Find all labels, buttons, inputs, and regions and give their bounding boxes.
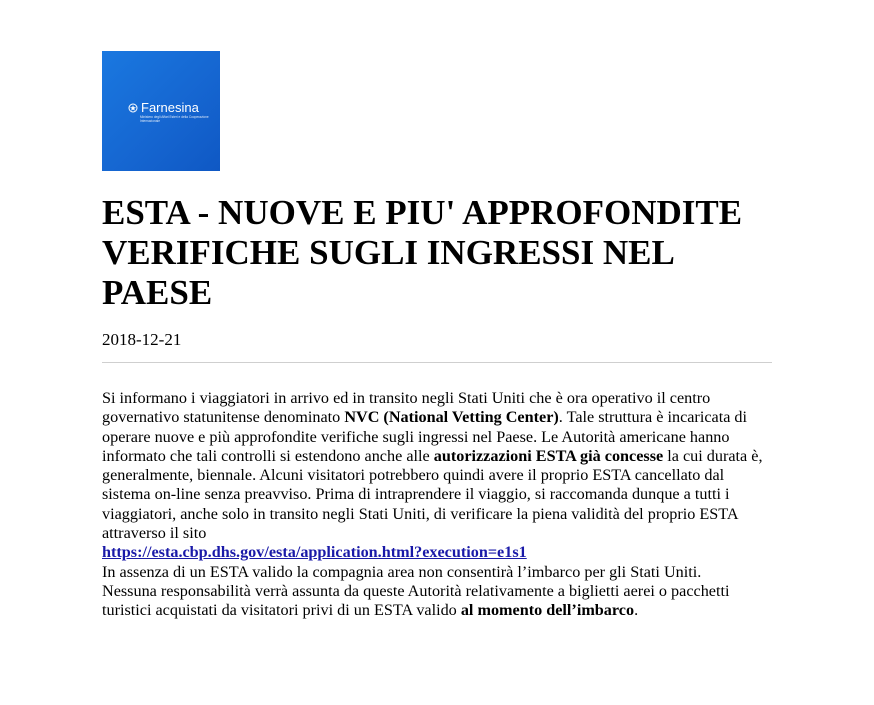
bold-esta-authorizations: autorizzazioni ESTA già concesse: [433, 446, 664, 465]
text-segment: la cui durata è, generalmente, biennale. Alcuni visitatori potrebbero quindi avere il proprio ESTA cancellato dal sistema on-line senza preavviso. Prima di intraprendere il viaggio, si raccomanda dunque a tutti i viaggiatori, anche solo in transito negli Stati Uniti, di verificare la piena validità del proprio ESTA attraverso il sito: [102, 446, 763, 543]
esta-link[interactable]: https://esta.cbp.dhs.gov/esta/application.html?execution=e1s1: [102, 543, 527, 562]
paragraph-responsibility: [102, 582, 774, 621]
farnesina-logo: [102, 51, 220, 171]
divider: [102, 362, 772, 363]
paragraph-boarding: In assenza di un ESTA valido la compagnia area non consentirà l’imbarco per gli Stati Uniti.: [102, 562, 702, 581]
page-title: ESTA - NUOVE E PIU' APPROFONDITE VERIFICHE SUGLI INGRESSI NEL PAESE: [102, 193, 743, 312]
text-segment: Nessuna responsabilità verrà assunta da queste Autorità relativamente a biglietti aerei o pacchetti turistici acquistati da visitatori privi di un ESTA valido: [102, 581, 730, 620]
logo-name: Farnesina: [141, 100, 199, 115]
bold-nvc: NVC (National Vetting Center): [344, 408, 559, 427]
text-segment: . Tale struttura è incaricata di operare nuove e più approfondite verifiche sugli ingressi nel Paese. Le Autorità americane hanno informato che tali controlli si estendono anche alle: [102, 408, 748, 465]
paragraph-intro: [102, 389, 774, 543]
bold-boarding-moment: al momento dell’imbarco: [460, 601, 635, 620]
publication-date: 2018-12-21: [102, 330, 182, 349]
article-body: [102, 389, 774, 621]
text-segment: .: [634, 601, 639, 620]
logo-row: [128, 101, 199, 114]
text-segment: Si informano i viaggiatori in arrivo ed in transito negli Stati Uniti che è ora operativo il centro governativo statunitense denominato: [102, 389, 711, 427]
paragraph-link: [102, 543, 774, 562]
emblem-icon: [128, 103, 138, 113]
logo-subtitle: Ministero degli Affari Esteri e della Cooperazione Internazionale: [140, 115, 209, 123]
